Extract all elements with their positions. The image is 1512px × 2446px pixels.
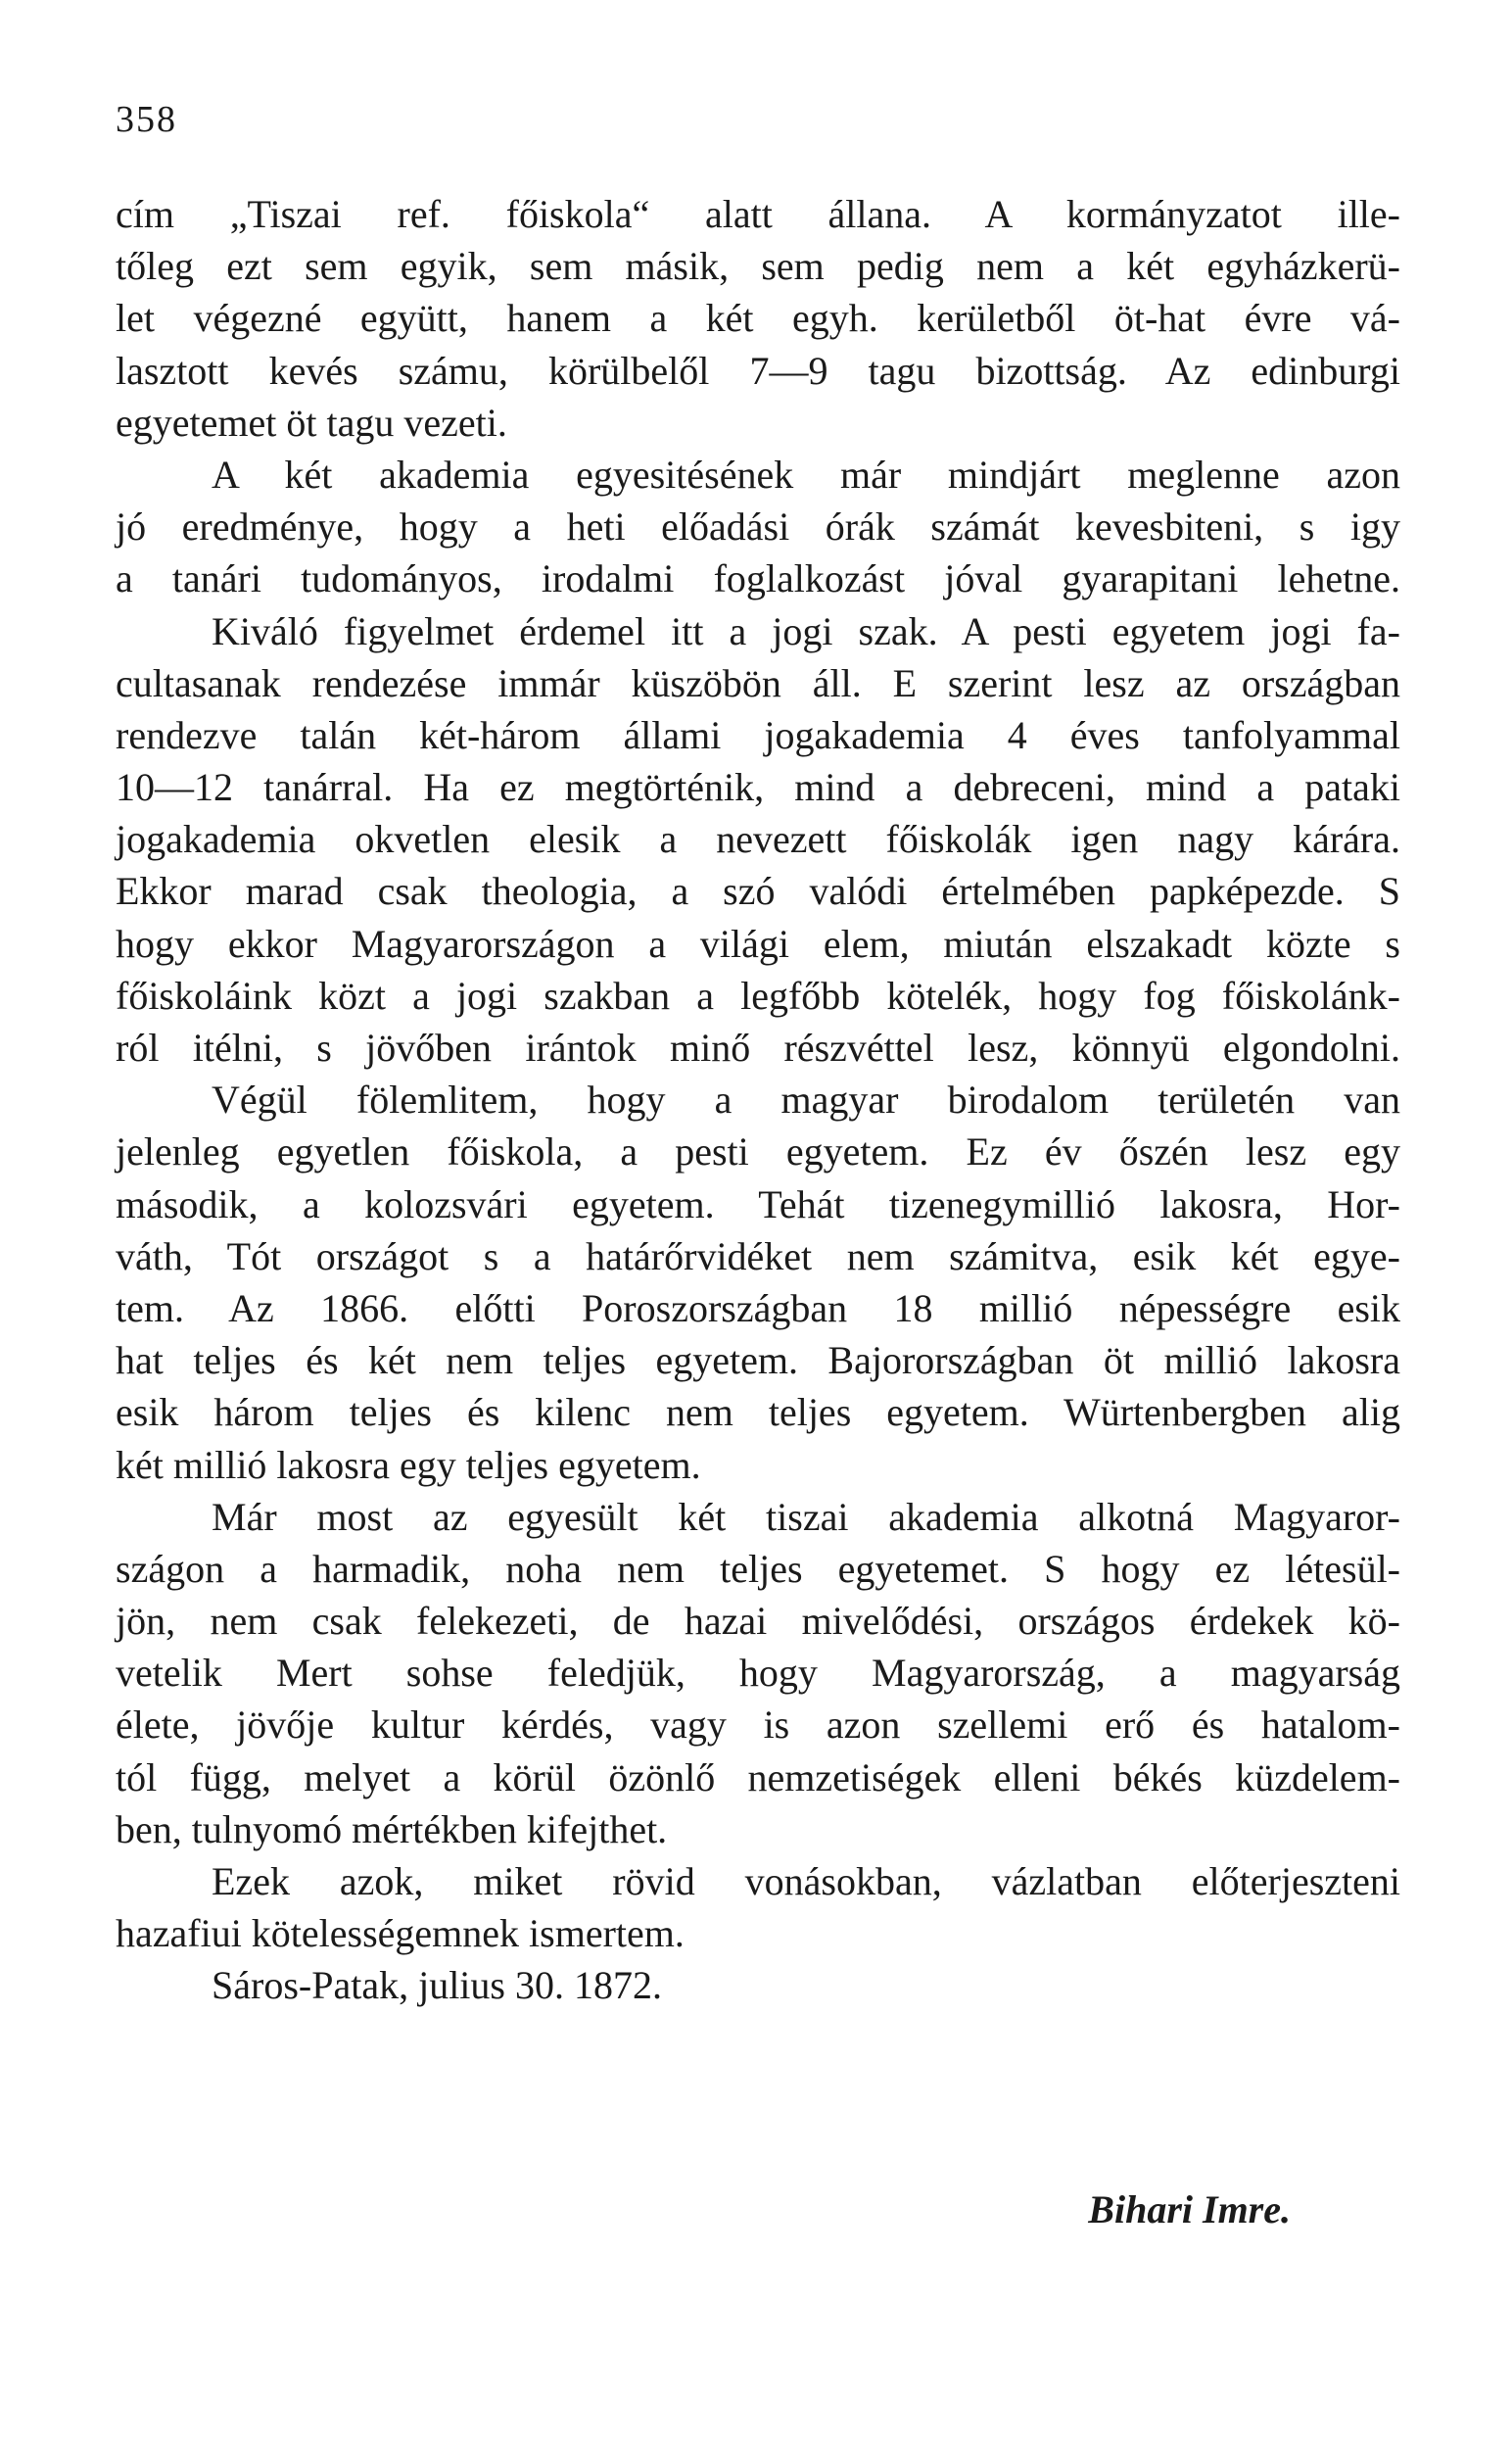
text-line: cím „Tiszai ref. főiskola“ alatt állana. A kormányzatot ille-: [116, 192, 1400, 236]
text-line: Sáros-Patak, julius 30. 1872.: [212, 1963, 662, 2008]
text-line: tőleg ezt sem egyik, sem másik, sem pedig nem a két egyházkerü-: [116, 244, 1400, 289]
text-line: főiskoláink közt a jogi szakban a legfőbb kötelék, hogy fog főiskolánk-: [116, 973, 1400, 1018]
text-line: ról itélni, s jövőben irántok minő részvéttel lesz, könnyü elgondolni.: [116, 1026, 1400, 1070]
text-line: jön, nem csak felekezeti, de hazai mivelődési, országos érdekek kö-: [116, 1599, 1400, 1644]
text-line: A két akademia egyesitésének már mindjárt meglenne azon: [212, 452, 1400, 497]
text-line: hogy ekkor Magyarországon a világi elem, miután elszakadt közte s: [116, 921, 1400, 966]
text-line: 10—12 tanárral. Ha ez megtörténik, mind a debreceni, mind a pataki: [116, 765, 1400, 810]
text-line: vetelik Mert sohse feledjük, hogy Magyarország, a magyarság: [116, 1651, 1400, 1696]
text-line: Kiváló figyelmet érdemel itt a jogi szak. A pesti egyetem jogi fa-: [212, 608, 1400, 653]
text-line: szágon a harmadik, noha nem teljes egyetemet. S hogy ez létesül-: [116, 1546, 1400, 1591]
text-line: let végezné együtt, hanem a két egyh. kerületből öt-hat évre vá-: [116, 296, 1400, 341]
text-line: ben, tulnyomó mértékben kifejthet.: [116, 1806, 668, 1851]
page-number: 358: [116, 99, 177, 140]
text-line: élete, jövője kultur kérdés, vagy is azon szellemi erő és hatalom-: [116, 1703, 1400, 1748]
text-line: rendezve talán két-három állami jogakademia 4 éves tanfolyammal: [116, 712, 1400, 757]
text-line: Már most az egyesült két tiszai akademia alkotná Magyaror-: [212, 1494, 1400, 1539]
text-line: tól függ, melyet a körül özönlő nemzetiségek elleni békés küzdelem-: [116, 1754, 1400, 1799]
text-line: tem. Az 1866. előtti Poroszországban 18 millió népességre esik: [116, 1285, 1400, 1330]
text-line: a tanári tudományos, irodalmi foglalkozást jóval gyarapitani lehetne.: [116, 556, 1400, 601]
body-text: [116, 188, 1400, 2012]
text-line: Ekkor marad csak theologia, a szó valódi értelmében papképezde. S: [116, 869, 1400, 914]
text-line: jelenleg egyetlen főiskola, a pesti egyetem. Ez év őszén lesz egy: [116, 1129, 1400, 1175]
text-line: hat teljes és két nem teljes egyetem. Bajorországban öt millió lakosra: [116, 1338, 1400, 1383]
text-line: jó eredménye, hogy a heti előadási órák számát kevesbiteni, s igy: [116, 504, 1400, 550]
text-line: hazafiui kötelességemnek ismertem.: [116, 1911, 685, 1956]
text-line: lasztott kevés számu, körülbelől 7—9 tagu bizottság. Az edinburgi: [116, 348, 1400, 393]
text-line: egyetemet öt tagu vezeti.: [116, 400, 507, 445]
text-line: Végül fölemlitem, hogy a magyar birodalom területén van: [212, 1078, 1400, 1123]
text-line: Ezek azok, miket rövid vonásokban, vázlatban előterjeszteni: [212, 1859, 1400, 1903]
author-signature: Bihari Imre.: [1088, 2187, 1291, 2231]
text-line: esik három teljes és kilenc nem teljes egyetem. Würtenbergben alig: [116, 1390, 1400, 1435]
text-line: váth, Tót országot s a határőrvidéket nem számitva, esik két egye-: [116, 1233, 1400, 1278]
text-line: második, a kolozsvári egyetem. Tehát tizenegymillió lakosra, Hor-: [116, 1181, 1400, 1226]
text-line: két millió lakosra egy teljes egyetem.: [116, 1442, 701, 1487]
text-line: jogakademia okvetlen elesik a nevezett főiskolák igen nagy kárára.: [116, 817, 1400, 862]
text-line: cultasanak rendezése immár küszöbön áll. E szerint lesz az országban: [116, 660, 1400, 705]
